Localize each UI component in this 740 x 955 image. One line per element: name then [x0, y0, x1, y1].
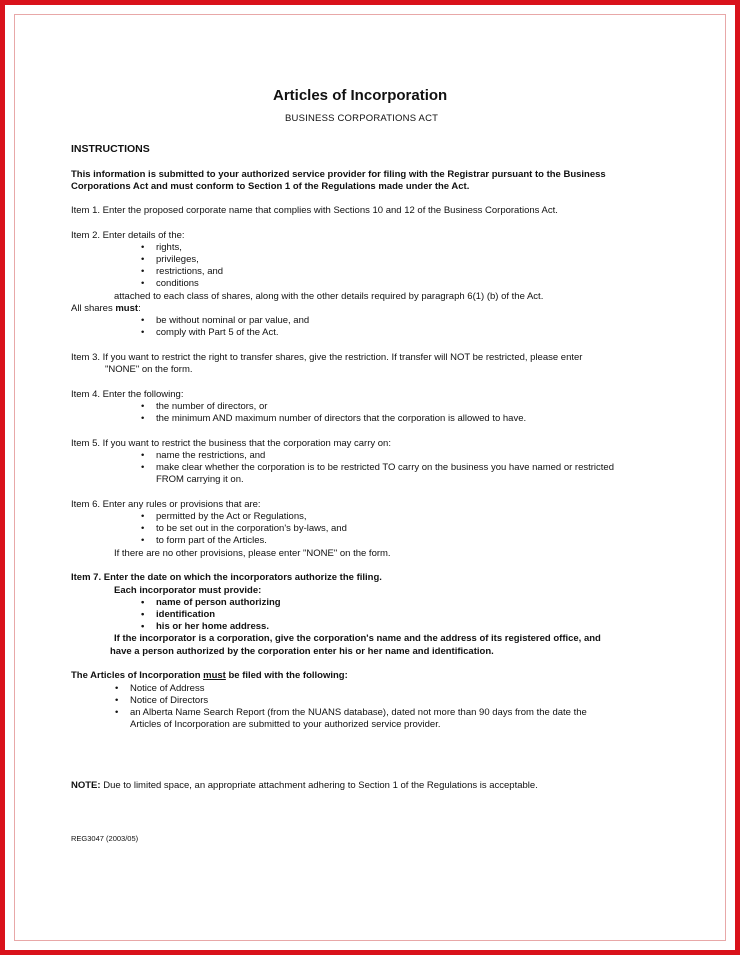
filed-with-line: The Articles of Incorporation must be filed with the following: — [71, 670, 348, 681]
item-7: Item 7. Enter the date on which the incorporators authorize the filing. — [71, 572, 382, 583]
all-shares-bullet: • comply with Part 5 of the Act. — [156, 327, 279, 339]
note-text: Due to limited space, an appropriate attachment adhering to Section 1 of the Regulations is acceptable. — [100, 780, 538, 791]
filed-bullet: • Notice of Address — [130, 683, 204, 695]
note-label: NOTE: — [71, 780, 101, 791]
item-6: Item 6. Enter any rules or provisions that are: — [71, 499, 261, 510]
all-shares-bullet: • be without nominal or par value, and — [156, 315, 309, 327]
item-5-bullet: • make clear whether the corporation is to be restricted TO carry on the business you have named or restricted — [156, 462, 614, 474]
item-4-bullet: • the minimum AND maximum number of directors that the corporation is allowed to have. — [156, 413, 526, 425]
filed-bullet: • Notice of Directors — [130, 695, 208, 707]
item-3-line-1: Item 3. If you want to restrict the right to transfer shares, give the restriction. If transfer will NOT be restricted, please enter — [71, 352, 583, 363]
item-4-bullet: • the number of directors, or — [156, 401, 267, 413]
page-subtitle: BUSINESS CORPORATIONS ACT — [285, 113, 439, 124]
item-7-after-line-1: If the incorporator is a corporation, give the corporation's name and the address of its registered office, and — [114, 633, 601, 644]
intro-line-1: This information is submitted to your authorized service provider for filing with the Registrar pursuant to the Business — [71, 169, 606, 180]
filed-bullet-continuation: Articles of Incorporation are submitted to your authorized service provider. — [130, 719, 441, 730]
filed-must: must — [203, 670, 226, 681]
item-7-bullet: • name of person authorizing — [156, 597, 281, 609]
form-code: REG3047 (2003/05) — [71, 834, 139, 843]
instructions-heading: INSTRUCTIONS — [71, 143, 150, 155]
item-7-bullet: • his or her home address. — [156, 621, 269, 633]
note-line — [71, 780, 538, 792]
item-3-line-2: "NONE" on the form. — [105, 364, 193, 375]
item-7-sub: Each incorporator must provide: — [114, 585, 262, 596]
item-5-bullet: • name the restrictions, and — [156, 450, 265, 462]
item-5: Item 5. If you want to restrict the business that the corporation may carry on: — [71, 438, 391, 449]
item-7-bullet: • identification — [156, 609, 215, 621]
all-shares-line: All shares must: — [71, 303, 141, 314]
item-2-bullet: • conditions — [156, 278, 199, 290]
filed-bullet: • an Alberta Name Search Report (from the NUANS database), dated not more than 90 days from the date the — [130, 707, 587, 719]
item-2-bullet: • rights, — [156, 242, 182, 254]
page-title: Articles of Incorporation — [273, 87, 448, 104]
item-1: Item 1. Enter the proposed corporate name that complies with Sections 10 and 12 of the Business Corporations Act. — [71, 205, 558, 216]
intro-line-2: Corporations Act and must conform to Section 1 of the Regulations made under the Act. — [71, 181, 470, 192]
item-2-bullet: • restrictions, and — [156, 266, 223, 278]
item-6-bullet: • permitted by the Act or Regulations, — [156, 511, 307, 523]
item-6-after: If there are no other provisions, please enter "NONE" on the form. — [114, 548, 391, 559]
item-7-after-line-2: have a person authorized by the corporation enter his or her name and identification. — [110, 646, 494, 657]
item-4: Item 4. Enter the following: — [71, 389, 184, 400]
item-2-after: attached to each class of shares, along with the other details required by paragraph 6(1) (b) of the Act. — [114, 291, 544, 302]
all-shares-must: must — [115, 303, 139, 314]
item-2: Item 2. Enter details of the: — [71, 230, 185, 241]
item-6-bullet: • to form part of the Articles. — [156, 535, 267, 547]
item-2-bullet: • privileges, — [156, 254, 199, 266]
item-6-bullet: • to be set out in the corporation's by-laws, and — [156, 523, 347, 535]
item-5-bullet-continuation: FROM carrying it on. — [156, 474, 244, 485]
